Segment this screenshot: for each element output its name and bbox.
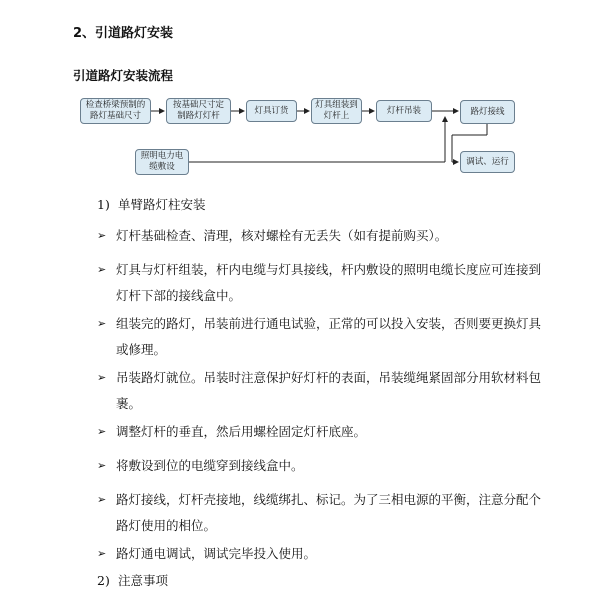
bullet-arrow-icon: ➢: [97, 459, 107, 472]
list-number-2: 2): [97, 573, 110, 588]
bullet-text-line: 灯杆基础检查、清理，核对螺栓有无丢失（如有提前购买）。: [116, 228, 448, 243]
bullet-arrow-icon: ➢: [97, 371, 107, 384]
flow-box-debug-run: 调试、运行: [460, 151, 515, 173]
section-title: 2、引道路灯安装: [73, 26, 174, 41]
bullet-text-line: 路灯使用的相位。: [116, 518, 217, 533]
bullet-text-line: 将敷设到位的电缆穿到接线盒中。: [116, 458, 304, 473]
bullet-arrow-icon: ➢: [97, 425, 107, 438]
bullet-text-line: 或修理。: [116, 342, 167, 357]
flow-box-hoist-pole: 灯杆吊装: [376, 100, 432, 122]
flowchart-title: 引道路灯安装流程: [73, 68, 174, 83]
flow-box-assemble-lamps: 灯具组装到 灯杆上: [311, 98, 362, 124]
list-heading-2: 注意事项: [118, 573, 169, 588]
flow-box-check-foundation: 检查桥梁预制的 路灯基础尺寸: [80, 98, 151, 124]
flow-box-custom-pole: 按基础尺寸定 制路灯灯杆: [166, 98, 231, 124]
flow-box-cable-laying: 照明电力电 缆敷设: [135, 149, 189, 175]
bullet-text-line: 裹。: [116, 396, 142, 411]
bullet-text-line: 灯具与灯杆组装，杆内电缆与灯具接线，杆内敷设的照明电缆长度应可连接到: [116, 262, 542, 277]
bullet-arrow-icon: ➢: [97, 493, 107, 506]
bullet-text-line: 灯杆下部的接线盒中。: [116, 288, 242, 303]
bullet-arrow-icon: ➢: [97, 547, 107, 560]
bullet-text-line: 组装完的路灯，吊装前进行通电试验，正常的可以投入安装，否则要更换灯具: [116, 316, 542, 331]
flow-box-wiring: 路灯接线: [460, 100, 515, 124]
bullet-text-line: 路灯接线，灯杆壳接地，线缆绑扎、标记。为了三相电源的平衡，注意分配个: [116, 492, 542, 507]
bullet-arrow-icon: ➢: [97, 317, 107, 330]
flow-box-order-lamps: 灯具订货: [246, 100, 297, 122]
list-heading-1: 单臂路灯柱安装: [118, 197, 206, 212]
bullet-text-line: 吊装路灯就位。吊装时注意保护好灯杆的表面，吊装缆绳紧固部分用软材料包: [116, 370, 542, 385]
bullet-text-line: 调整灯杆的垂直，然后用螺栓固定灯杆底座。: [116, 424, 367, 439]
bullet-text-line: 路灯通电调试，调试完毕投入使用。: [116, 546, 317, 561]
bullet-arrow-icon: ➢: [97, 229, 107, 242]
list-number-1: 1): [97, 197, 110, 212]
bullet-arrow-icon: ➢: [97, 263, 107, 276]
